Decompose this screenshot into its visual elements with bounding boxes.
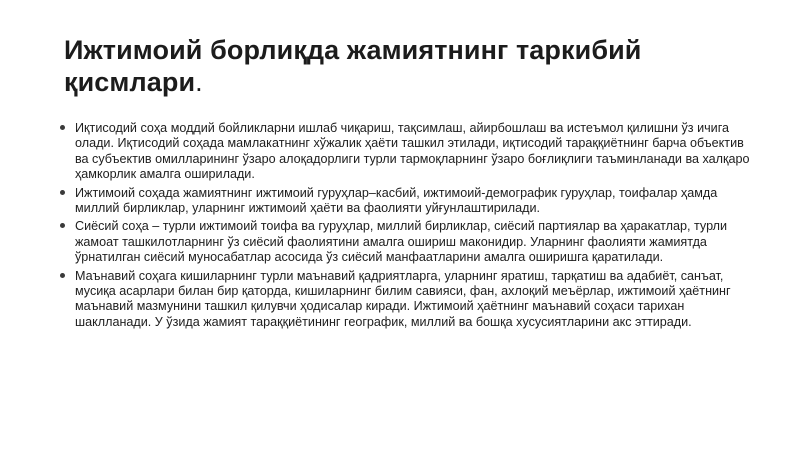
bullet-text: Сиёсий соҳа – турли ижтимоий тоифа ва гуруҳлар, миллий бирликлар, сиёсий партиялар ва ҳаракатлар, турли жамоат ташкилотларнинг ўз сиёсий фаолиятини амалга ошириш маконидир. Уларнинг фаолияти жамиятда ўрнатилган сиёсий муносабатлар асосида ўз сиёсий манфаатларини амалга оширишга қаратилади. [75, 219, 728, 265]
bullet-text: Иқтисодий соҳа моддий бойликларни ишлаб чиқариш, тақсимлаш, айирбошлаш ва истеъмол қилишни ўз ичига олади. Иқтисодий соҳада мамлакатнинг хўжалик ҳаёти ташкил этилади, иқтисодий тараққиётнинг барча объектив ва субъектив омилларининг ўзаро алоқадорлиги турли тармоқларнинг ўзаро боғлиқлиги таъминланади ва халқаро ҳамкорлик амалга оширилади. [75, 121, 750, 182]
slide-title-end: . [195, 67, 203, 97]
slide-title [64, 34, 744, 98]
bullet-marker-icon [60, 190, 65, 195]
bullet-text: Ижтимоий соҳада жамиятнинг ижтимоий гуруҳлар–касбий, ижтимоий-демографик гуруҳлар, тоифалар ҳамда миллий бирликлар, уларнинг ижтимоий ҳаёти ва фаолияти уйғунлаштирилади. [75, 185, 718, 216]
slide-title-text: Ижтимоий борлиқда жамиятнинг таркибий қисмлари [64, 35, 642, 97]
bullet-text: Маънавий соҳага кишиларнинг турли маънавий қадриятларга, уларнинг яратиш, тарқатиш ва адабиёт, санъат, мусиқа асарлари билан бир қаторда, кишиларнинг билим савияси, фан, ахлоқий меъёрлар, ижтимоий ҳаётнинг маънавий мазмунини ташкил қилувчи ҳодисалар киради. Ижтимоий ҳаётнинг маънавий соҳаси тарихан шаклланади. У ўзида жамият тараққиётининг географик, миллий ва бошқа хусусиятларини акс эттиради. [75, 268, 731, 329]
bullet-social [60, 186, 750, 217]
bullet-marker-icon [60, 273, 65, 278]
bullet-spiritual [60, 269, 750, 331]
bullet-marker-icon [60, 125, 65, 130]
bullet-economic [60, 121, 750, 183]
bullet-political [60, 219, 750, 265]
bullet-list [60, 121, 750, 333]
bullet-marker-icon [60, 223, 65, 228]
